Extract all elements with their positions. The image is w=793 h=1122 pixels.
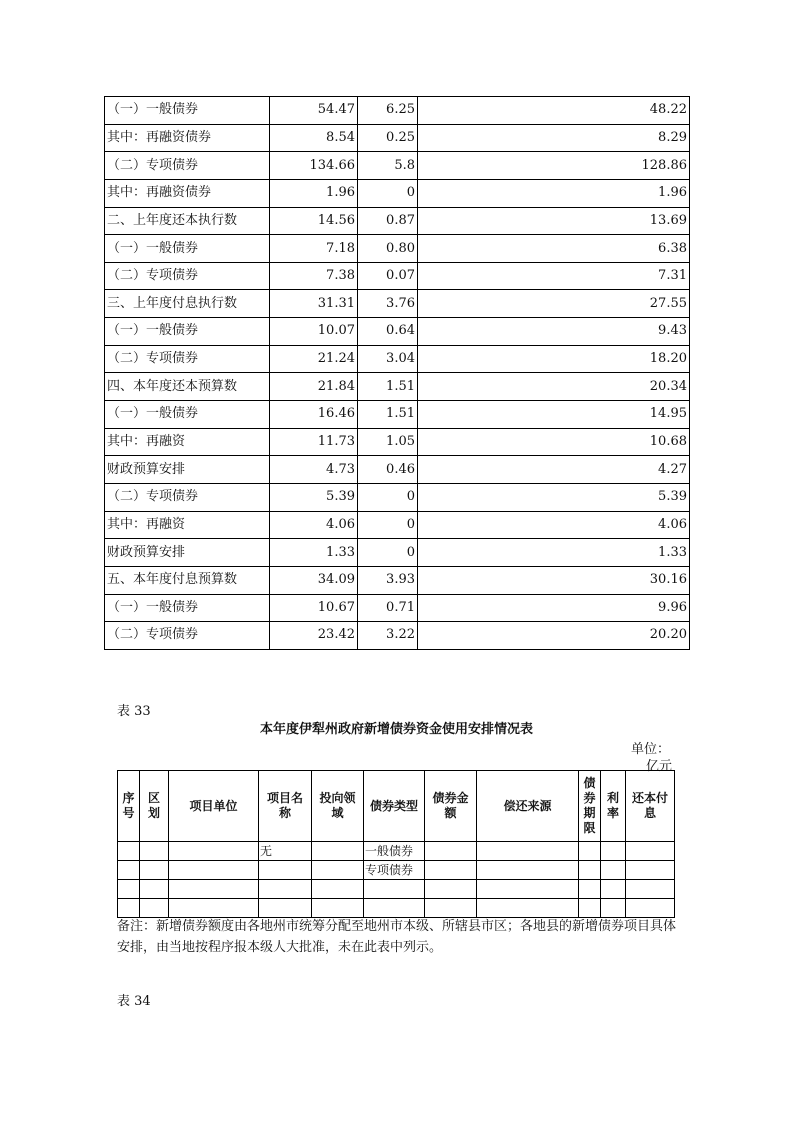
row-name-cell: 其中：再融资债券 <box>105 124 270 152</box>
value-cell-1: 11.73 <box>270 428 358 456</box>
value-cell-2: 0.07 <box>358 262 418 290</box>
table-row <box>105 401 690 429</box>
row-name-cell: （二）专项债券 <box>105 483 270 511</box>
unit-label: 单位： <box>631 742 671 757</box>
value-cell-3: 14.95 <box>418 401 690 429</box>
new-bond-usage-table <box>117 770 675 918</box>
value-cell-3: 1.33 <box>418 539 690 567</box>
table-cell <box>579 880 601 899</box>
table-row <box>118 861 675 880</box>
table-cell: 一般债券 <box>364 842 425 861</box>
table-row <box>105 566 690 594</box>
table-row <box>105 456 690 484</box>
table-row <box>105 207 690 235</box>
value-cell-3: 5.39 <box>418 483 690 511</box>
row-name-cell: （一）一般债券 <box>105 235 270 263</box>
row-name-cell: 其中：再融资债券 <box>105 179 270 207</box>
unit-value: 亿元 <box>646 759 673 774</box>
column-header: 债券金 额 <box>425 771 477 842</box>
table-cell <box>425 899 477 918</box>
table-row <box>105 179 690 207</box>
value-cell-3: 1.96 <box>418 179 690 207</box>
row-name-cell: （二）专项债券 <box>105 345 270 373</box>
value-cell-2: 3.93 <box>358 566 418 594</box>
table-cell <box>259 861 312 880</box>
table-row <box>105 539 690 567</box>
table-cell <box>601 880 626 899</box>
table-cell <box>140 861 169 880</box>
value-cell-3: 6.38 <box>418 235 690 263</box>
table-row <box>105 622 690 650</box>
column-header: 序 号 <box>118 771 140 842</box>
table-cell <box>579 842 601 861</box>
table-cell <box>579 861 601 880</box>
table-cell <box>579 899 601 918</box>
table-33-note: 备注：新增债券额度由各地州市统筹分配至地州市本级、所辖县市区；各地县的新增债券项目具体安排，由当地按程序报本级人大批准，未在此表中列示。 <box>117 919 677 955</box>
table-cell <box>626 880 675 899</box>
value-cell-3: 8.29 <box>418 124 690 152</box>
value-cell-2: 0.80 <box>358 235 418 263</box>
value-cell-1: 14.56 <box>270 207 358 235</box>
row-name-cell: （一）一般债券 <box>105 401 270 429</box>
table-row <box>118 842 675 861</box>
table-34-label: 表 34 <box>117 994 151 1009</box>
table-row <box>105 483 690 511</box>
table-cell <box>312 880 364 899</box>
table-cell <box>118 861 140 880</box>
value-cell-1: 7.18 <box>270 235 358 263</box>
table-cell <box>169 899 259 918</box>
table-cell <box>626 899 675 918</box>
table-cell <box>259 880 312 899</box>
value-cell-3: 18.20 <box>418 345 690 373</box>
table-cell <box>425 842 477 861</box>
value-cell-2: 0.64 <box>358 318 418 346</box>
value-cell-3: 13.69 <box>418 207 690 235</box>
table-cell <box>601 842 626 861</box>
row-name-cell: （一）一般债券 <box>105 594 270 622</box>
row-name-cell: （二）专项债券 <box>105 622 270 650</box>
row-name-cell: （一）一般债券 <box>105 97 270 125</box>
value-cell-3: 30.16 <box>418 566 690 594</box>
row-name-cell: 其中：再融资 <box>105 428 270 456</box>
table-row <box>105 152 690 180</box>
table-cell <box>118 880 140 899</box>
row-name-cell: （二）专项债券 <box>105 262 270 290</box>
value-cell-1: 7.38 <box>270 262 358 290</box>
value-cell-1: 21.84 <box>270 373 358 401</box>
value-cell-1: 134.66 <box>270 152 358 180</box>
column-header: 区 划 <box>140 771 169 842</box>
column-header: 项目名 称 <box>259 771 312 842</box>
value-cell-1: 54.47 <box>270 97 358 125</box>
value-cell-1: 1.33 <box>270 539 358 567</box>
value-cell-2: 0.25 <box>358 124 418 152</box>
row-name-cell: （二）专项债券 <box>105 152 270 180</box>
value-cell-2: 0 <box>358 483 418 511</box>
value-cell-1: 23.42 <box>270 622 358 650</box>
value-cell-3: 9.43 <box>418 318 690 346</box>
value-cell-1: 10.07 <box>270 318 358 346</box>
column-header: 债券类型 <box>364 771 425 842</box>
table-row <box>105 97 690 125</box>
value-cell-1: 34.09 <box>270 566 358 594</box>
table-cell <box>601 861 626 880</box>
table-cell <box>118 842 140 861</box>
column-header: 项目单位 <box>169 771 259 842</box>
value-cell-2: 1.51 <box>358 373 418 401</box>
table-row <box>105 235 690 263</box>
value-cell-2: 1.05 <box>358 428 418 456</box>
value-cell-3: 10.68 <box>418 428 690 456</box>
value-cell-3: 20.34 <box>418 373 690 401</box>
table-row <box>105 511 690 539</box>
value-cell-3: 128.86 <box>418 152 690 180</box>
value-cell-3: 27.55 <box>418 290 690 318</box>
value-cell-2: 0 <box>358 539 418 567</box>
value-cell-1: 10.67 <box>270 594 358 622</box>
value-cell-1: 21.24 <box>270 345 358 373</box>
value-cell-2: 6.25 <box>358 97 418 125</box>
table-cell <box>169 842 259 861</box>
table-cell <box>118 899 140 918</box>
table-cell <box>140 842 169 861</box>
table-row <box>105 345 690 373</box>
table-cell <box>312 899 364 918</box>
value-cell-2: 0.87 <box>358 207 418 235</box>
column-header: 偿还来源 <box>477 771 579 842</box>
row-name-cell: （一）一般债券 <box>105 318 270 346</box>
column-header: 债 券 期 限 <box>579 771 601 842</box>
value-cell-1: 5.39 <box>270 483 358 511</box>
new-bond-usage-header-row <box>118 771 675 842</box>
table-cell: 无 <box>259 842 312 861</box>
table-cell <box>425 861 477 880</box>
table-33-label: 表 33 <box>117 704 151 719</box>
value-cell-3: 9.96 <box>418 594 690 622</box>
row-name-cell: 财政预算安排 <box>105 539 270 567</box>
row-name-cell: 其中：再融资 <box>105 511 270 539</box>
value-cell-2: 1.51 <box>358 401 418 429</box>
table-33-title: 本年度伊犁州政府新增债券资金使用安排情况表 <box>259 722 533 737</box>
value-cell-2: 5.8 <box>358 152 418 180</box>
table-cell <box>169 861 259 880</box>
value-cell-2: 0 <box>358 511 418 539</box>
value-cell-3: 7.31 <box>418 262 690 290</box>
value-cell-3: 4.27 <box>418 456 690 484</box>
value-cell-3: 48.22 <box>418 97 690 125</box>
row-name-cell: 四、本年度还本预算数 <box>105 373 270 401</box>
table-cell <box>477 880 579 899</box>
table-cell <box>259 899 312 918</box>
row-name-cell: 财政预算安排 <box>105 456 270 484</box>
table-cell <box>169 880 259 899</box>
table-cell <box>312 861 364 880</box>
debt-budget-table-body <box>105 97 690 650</box>
column-header: 投向领 域 <box>312 771 364 842</box>
value-cell-1: 31.31 <box>270 290 358 318</box>
table-cell <box>626 842 675 861</box>
column-header: 还本付 息 <box>626 771 675 842</box>
table-cell <box>364 899 425 918</box>
table-cell <box>477 899 579 918</box>
value-cell-3: 4.06 <box>418 511 690 539</box>
table-row <box>118 880 675 899</box>
table-row <box>118 899 675 918</box>
table-row <box>105 594 690 622</box>
value-cell-3: 20.20 <box>418 622 690 650</box>
value-cell-2: 3.76 <box>358 290 418 318</box>
table-row <box>105 373 690 401</box>
table-cell <box>140 880 169 899</box>
table-row <box>105 262 690 290</box>
table-cell <box>312 842 364 861</box>
value-cell-1: 16.46 <box>270 401 358 429</box>
table-cell <box>140 899 169 918</box>
column-header: 利 率 <box>601 771 626 842</box>
table-row <box>105 124 690 152</box>
table-cell <box>425 880 477 899</box>
table-cell <box>477 861 579 880</box>
value-cell-1: 8.54 <box>270 124 358 152</box>
value-cell-2: 0.46 <box>358 456 418 484</box>
table-row <box>105 318 690 346</box>
value-cell-2: 0 <box>358 179 418 207</box>
value-cell-1: 4.06 <box>270 511 358 539</box>
value-cell-2: 0.71 <box>358 594 418 622</box>
table-row <box>105 290 690 318</box>
table-cell: 专项债券 <box>364 861 425 880</box>
table-cell <box>626 861 675 880</box>
row-name-cell: 二、上年度还本执行数 <box>105 207 270 235</box>
value-cell-2: 3.04 <box>358 345 418 373</box>
value-cell-1: 4.73 <box>270 456 358 484</box>
table-row <box>105 428 690 456</box>
table-cell <box>477 842 579 861</box>
table-cell <box>364 880 425 899</box>
value-cell-2: 3.22 <box>358 622 418 650</box>
debt-budget-table <box>104 96 690 650</box>
row-name-cell: 五、本年度付息预算数 <box>105 566 270 594</box>
table-cell <box>601 899 626 918</box>
row-name-cell: 三、上年度付息执行数 <box>105 290 270 318</box>
value-cell-1: 1.96 <box>270 179 358 207</box>
new-bond-usage-table-body <box>118 842 675 918</box>
